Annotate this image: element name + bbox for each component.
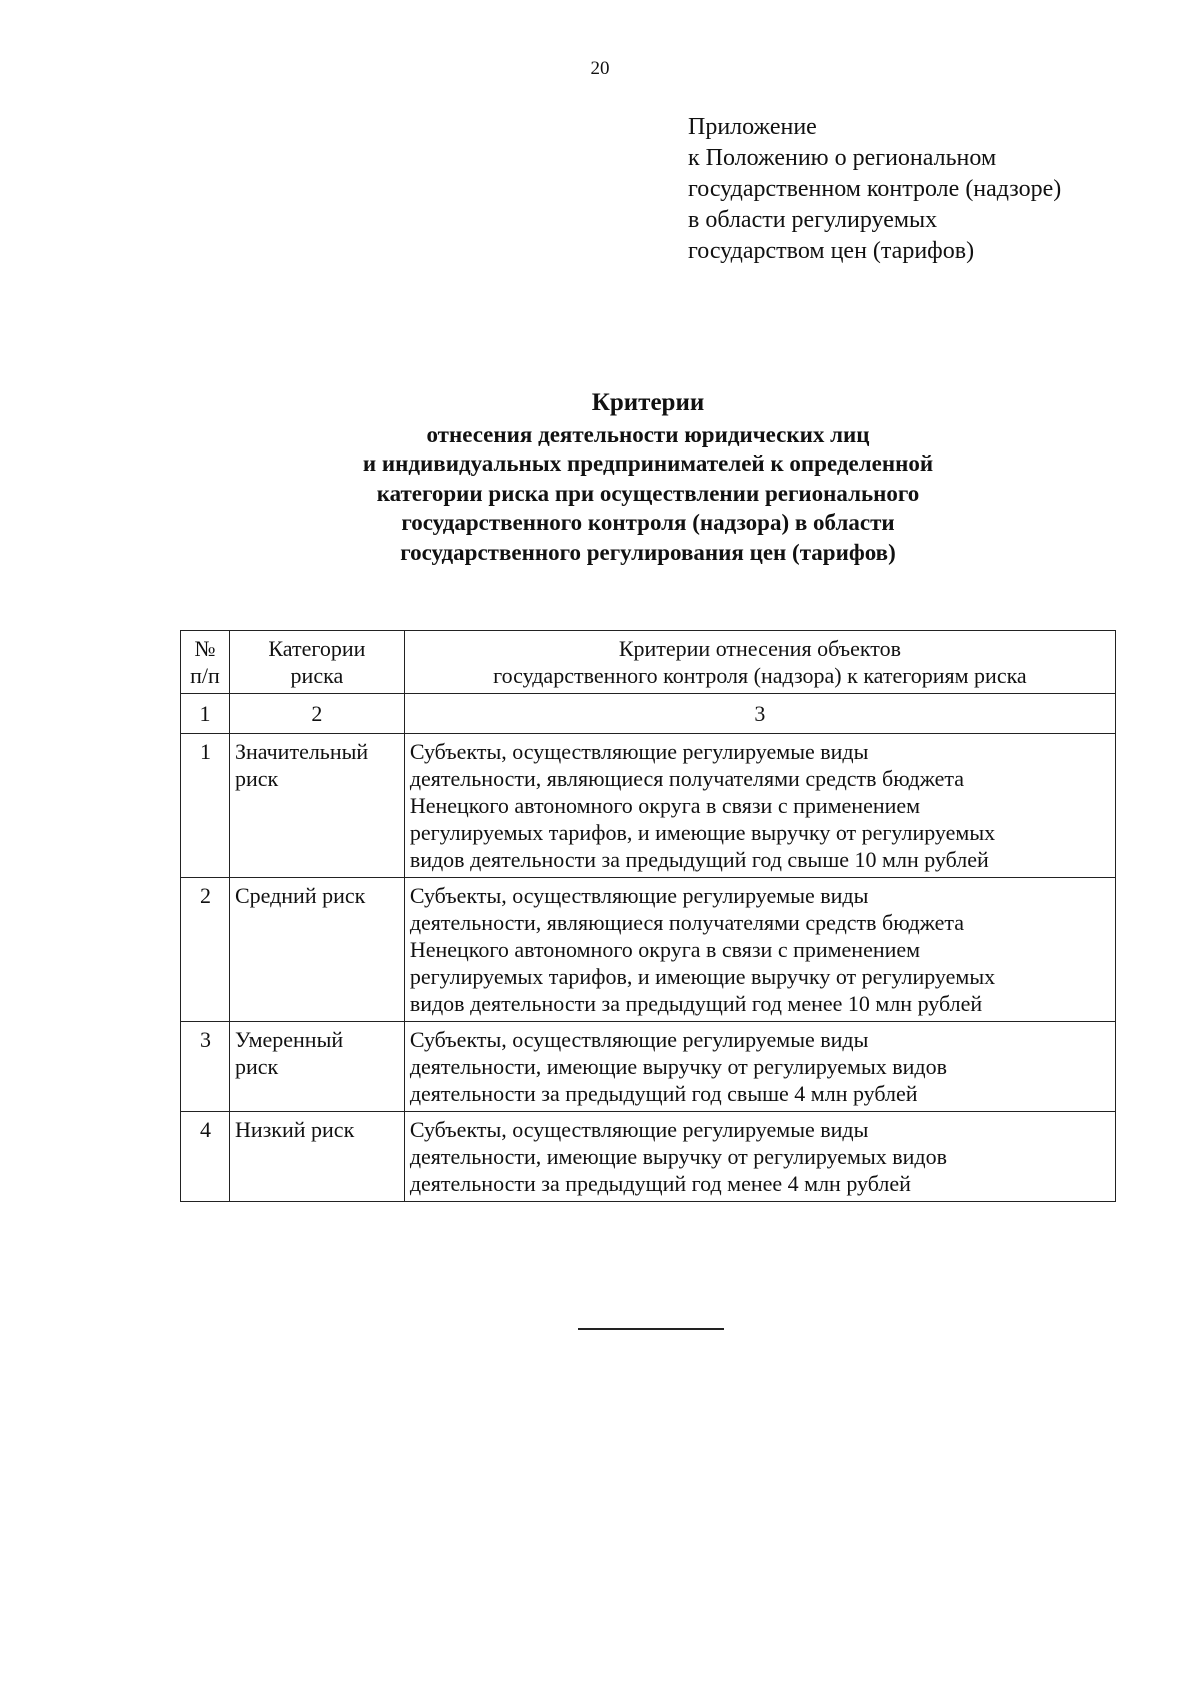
criteria-line: деятельности, являющиеся получателями средств бюджета — [409, 766, 965, 791]
row-number: 2 — [181, 878, 230, 1022]
column-index: 3 — [404, 694, 1115, 734]
category-line: Средний риск — [234, 883, 366, 908]
criteria-line: регулируемых тарифов, и имеющие выручку от регулируемых — [409, 820, 996, 845]
criteria-line: деятельности, имеющие выручку от регулируемых видов — [409, 1054, 947, 1079]
header-text: государственного контроля (надзора) к категориям риска — [493, 663, 1027, 688]
category-line: риск — [234, 1054, 279, 1079]
header-text: п/п — [190, 663, 220, 688]
header-category — [229, 631, 404, 694]
criteria-line: Субъекты, осуществляющие регулируемые виды — [409, 1117, 869, 1142]
appendix-line: в области регулируемых — [688, 207, 938, 233]
header-text: риска — [290, 663, 344, 688]
risk-criteria — [404, 734, 1115, 878]
risk-criteria-table — [180, 630, 1116, 1202]
table-row — [181, 1112, 1116, 1202]
header-num — [181, 631, 230, 694]
risk-criteria — [404, 1112, 1115, 1202]
row-number: 4 — [181, 1112, 230, 1202]
row-number: 3 — [181, 1022, 230, 1112]
table-row — [181, 1022, 1116, 1112]
title-line: категории риска при осуществлении регионального — [376, 480, 920, 506]
criteria-line: Ненецкого автономного округа в связи с применением — [409, 793, 921, 818]
risk-criteria — [404, 1022, 1115, 1112]
appendix-line: государственном контроле (надзоре) — [688, 176, 1062, 202]
criteria-line: деятельности за предыдущий год свыше 4 млн рублей — [409, 1081, 918, 1106]
category-line: Умеренный — [234, 1027, 344, 1052]
criteria-line: видов деятельности за предыдущий год свыше 10 млн рублей — [409, 847, 989, 872]
criteria-line: Ненецкого автономного округа в связи с применением — [409, 937, 921, 962]
criteria-line: Субъекты, осуществляющие регулируемые виды — [409, 1027, 869, 1052]
criteria-line: видов деятельности за предыдущий год менее 10 млн рублей — [409, 991, 983, 1016]
document-title — [0, 388, 1200, 567]
column-index: 2 — [229, 694, 404, 734]
column-index: 1 — [181, 694, 230, 734]
table-row — [181, 734, 1116, 878]
header-text: № — [194, 636, 216, 661]
criteria-line: деятельности, имеющие выручку от регулируемых видов — [409, 1144, 947, 1169]
header-criteria — [404, 631, 1115, 694]
criteria-line: Субъекты, осуществляющие регулируемые виды — [409, 739, 869, 764]
criteria-line: Субъекты, осуществляющие регулируемые виды — [409, 883, 869, 908]
category-line: риск — [234, 766, 279, 791]
risk-category — [229, 734, 404, 878]
title-line: отнесения деятельности юридических лиц — [426, 421, 870, 447]
title-line: и индивидуальных предпринимателей к определенной — [362, 451, 934, 476]
risk-criteria — [404, 878, 1115, 1022]
category-line: Значительный — [234, 739, 369, 764]
category-line: Низкий риск — [234, 1117, 355, 1142]
table-row — [181, 878, 1116, 1022]
risk-category — [229, 1022, 404, 1112]
header-text: Категории — [268, 636, 366, 661]
appendix-note — [688, 112, 1061, 267]
criteria-line: регулируемых тарифов, и имеющие выручку от регулируемых — [409, 964, 996, 989]
risk-category — [229, 1112, 404, 1202]
page-number: 20 — [590, 58, 610, 79]
title-line: государственного контроля (надзора) в области — [401, 510, 895, 535]
table-header-row — [181, 631, 1116, 694]
appendix-line: Приложение — [688, 114, 817, 140]
column-index-row — [181, 694, 1116, 734]
criteria-line: деятельности за предыдущий год менее 4 млн рублей — [409, 1171, 911, 1196]
header-text: Критерии отнесения объектов — [618, 636, 901, 661]
row-number: 1 — [181, 734, 230, 878]
title-line: государственного регулирования цен (тарифов) — [400, 539, 896, 565]
appendix-line: государством цен (тарифов) — [688, 238, 975, 264]
risk-category — [229, 878, 404, 1022]
appendix-line: к Положению о региональном — [688, 145, 997, 171]
criteria-line: деятельности, являющиеся получателями средств бюджета — [409, 910, 965, 935]
title-main: Критерии — [591, 389, 705, 416]
end-separator-line — [578, 1328, 724, 1330]
